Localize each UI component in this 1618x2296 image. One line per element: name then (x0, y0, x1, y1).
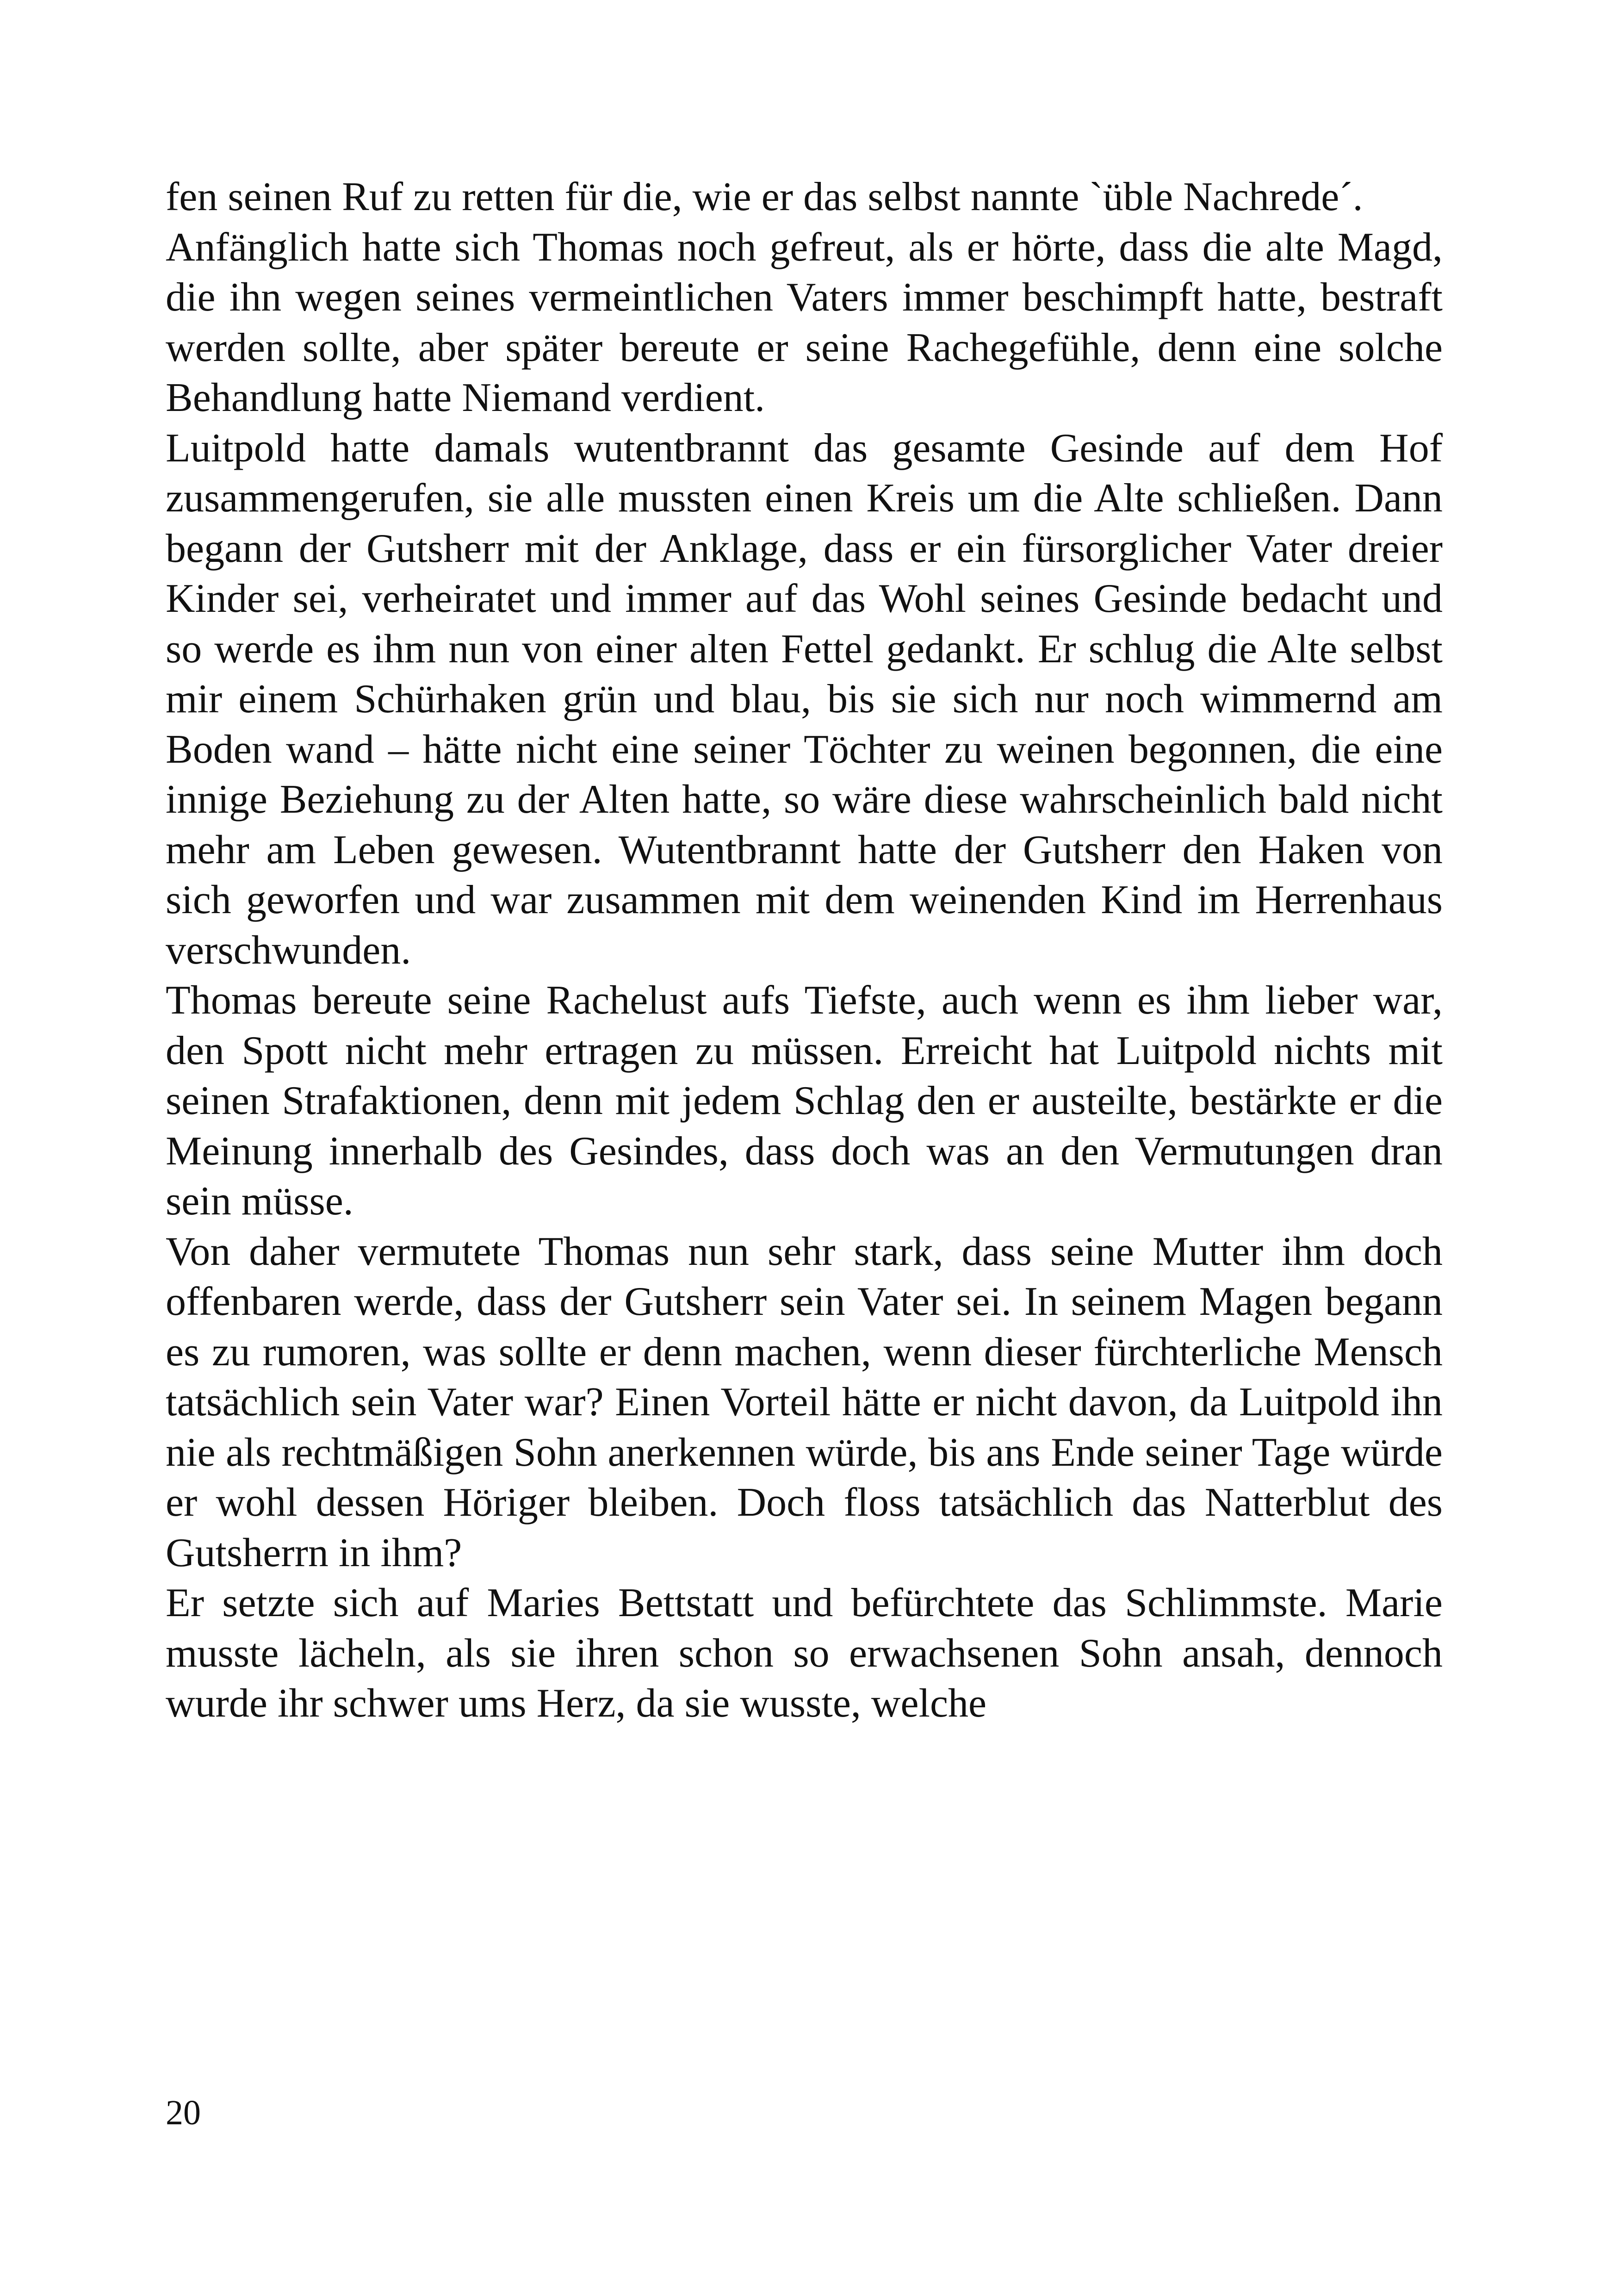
paragraph: Er setzte sich auf Maries Bettstatt und befürchtete das Schlimmste. Marie musste lächeln, als sie ihren schon so erwachsenen Sohn ansah, dennoch wurde ihr schwer ums Herz, da sie wusste, welche (166, 1580, 1443, 1726)
paragraph: Anfänglich hatte sich Thomas noch gefreut, als er hörte, dass die alte Magd, die ihn wegen seines vermeintlichen Vaters immer beschimpft hatte, bestraft werden sollte, aber später bereute er seine Rachegefühle, denn eine solche Behandlung hatte Niemand verdient. (166, 224, 1443, 420)
body-text (166, 172, 1443, 1729)
paragraph: Von daher vermutete Thomas nun sehr stark, dass seine Mutter ihm doch offenbaren werde, dass der Gutsherr sein Vater sei. In seinem Magen begann es zu rumoren, was sollte er denn machen, wenn dieser fürchterliche Mensch tatsächlich sein Vater war? Einen Vorteil hätte er nicht davon, da Luitpold ihn nie als rechtmäßigen Sohn anerkennen würde, bis ans Ende seiner Tage würde er wohl dessen Höriger bleiben. Doch floss tatsächlich das Natterblut des Gutsherrn in ihm? (166, 1229, 1443, 1575)
page-number: 20 (166, 2093, 201, 2132)
paragraph: Luitpold hatte damals wutentbrannt das gesamte Gesinde auf dem Hof zusammengerufen, sie alle mussten einen Kreis um die Alte schließen. Dann begann der Gutsherr mit der Anklage, dass er ein fürsorglicher Vater dreier Kinder sei, verheiratet und immer auf das Wohl seines Gesinde bedacht und so werde es ihm nun von einer alten Fettel gedankt. Er schlug die Alte selbst mir einem Schürhaken grün und blau, bis sie sich nur noch wimmernd am Boden wand – hätte nicht eine seiner Töchter zu weinen begonnen, die eine innige Beziehung zu der Alten hatte, so wäre diese wahrscheinlich bald nicht mehr am Leben gewesen. Wutentbrannt hatte der Gutsherr den Haken von sich geworfen und war zusammen mit dem weinenden Kind im Herrenhaus verschwunden. (166, 425, 1443, 973)
paragraph: fen seinen Ruf zu retten für die, wie er das selbst nannte `üble Nachrede´. (166, 174, 1363, 219)
paragraph: Thomas bereute seine Rachelust aufs Tiefste, auch wenn es ihm lieber war, den Spott nicht mehr ertragen zu müssen. Erreicht hat Luitpold nichts mit seinen Strafaktionen, denn mit jedem Schlag den er austeilte, bestärkte er die Meinung innerhalb des Gesindes, dass doch was an den Vermutungen dran sein müsse. (166, 978, 1443, 1224)
